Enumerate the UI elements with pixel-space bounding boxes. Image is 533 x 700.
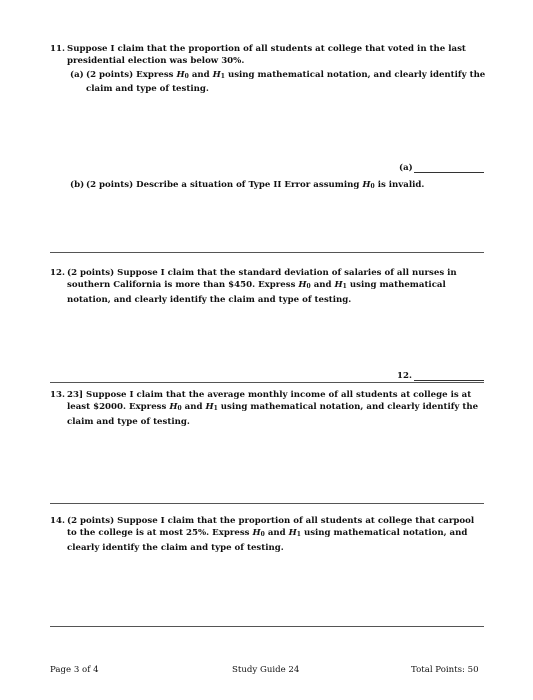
footer-page-number: Page 3 of 4 [50,665,99,675]
question-14 [50,515,486,554]
question-number: 14. [50,516,65,526]
part-label: (b) [70,180,85,190]
answer-line-11a[interactable] [414,172,484,173]
question-number: 12. [50,268,65,278]
question-12 [50,267,486,306]
question-13 [50,389,486,428]
question-text: (2 points) Suppose I claim that the proportion of all students at college that carpool to the college is at most 25%. Express $H_0$ and $H_1$ using mathematical notation, and clearly identify the claim and type of testing. [67,516,475,553]
question-11b [70,179,486,193]
divider [50,626,484,627]
answer-label-11a: (a) [399,163,413,173]
divider [50,252,484,253]
question-number: 11. [50,44,65,54]
divider [50,382,484,383]
footer-total-points: Total Points: 50 [411,665,479,675]
part-label: (a) [70,70,84,80]
part-text: (2 points) Describe a situation of Type II Error assuming $H_0$ is invalid. [86,180,425,190]
question-11a [70,69,486,96]
question-text: 23] Suppose I claim that the average monthly income of all students at college is at least $2000. Express $H_0$ and $H_1$ using mathematical notation, and clearly identify the claim and type of testing. [67,390,479,427]
question-number: 13. [50,390,65,400]
footer-guide-title: Study Guide 24 [232,665,300,675]
part-text: (2 points) Express $H_0$ and $H_1$ using mathematical notation, and clearly identify the claim and type of testing. [86,70,486,95]
answer-line-12[interactable] [414,380,484,381]
answer-label-12: 12. [397,371,412,381]
divider [50,503,484,504]
question-text: (2 points) Suppose I claim that the standard deviation of salaries of all nurses in southern California is more than $450. Express $H_0$ and $H_1$ using mathematical notation, and clearly identify the claim and type of testing. [67,268,457,305]
question-text: Suppose I claim that the proportion of all students at college that voted in the last presidential election was below 30%. [67,44,466,67]
question-11 [50,43,486,68]
